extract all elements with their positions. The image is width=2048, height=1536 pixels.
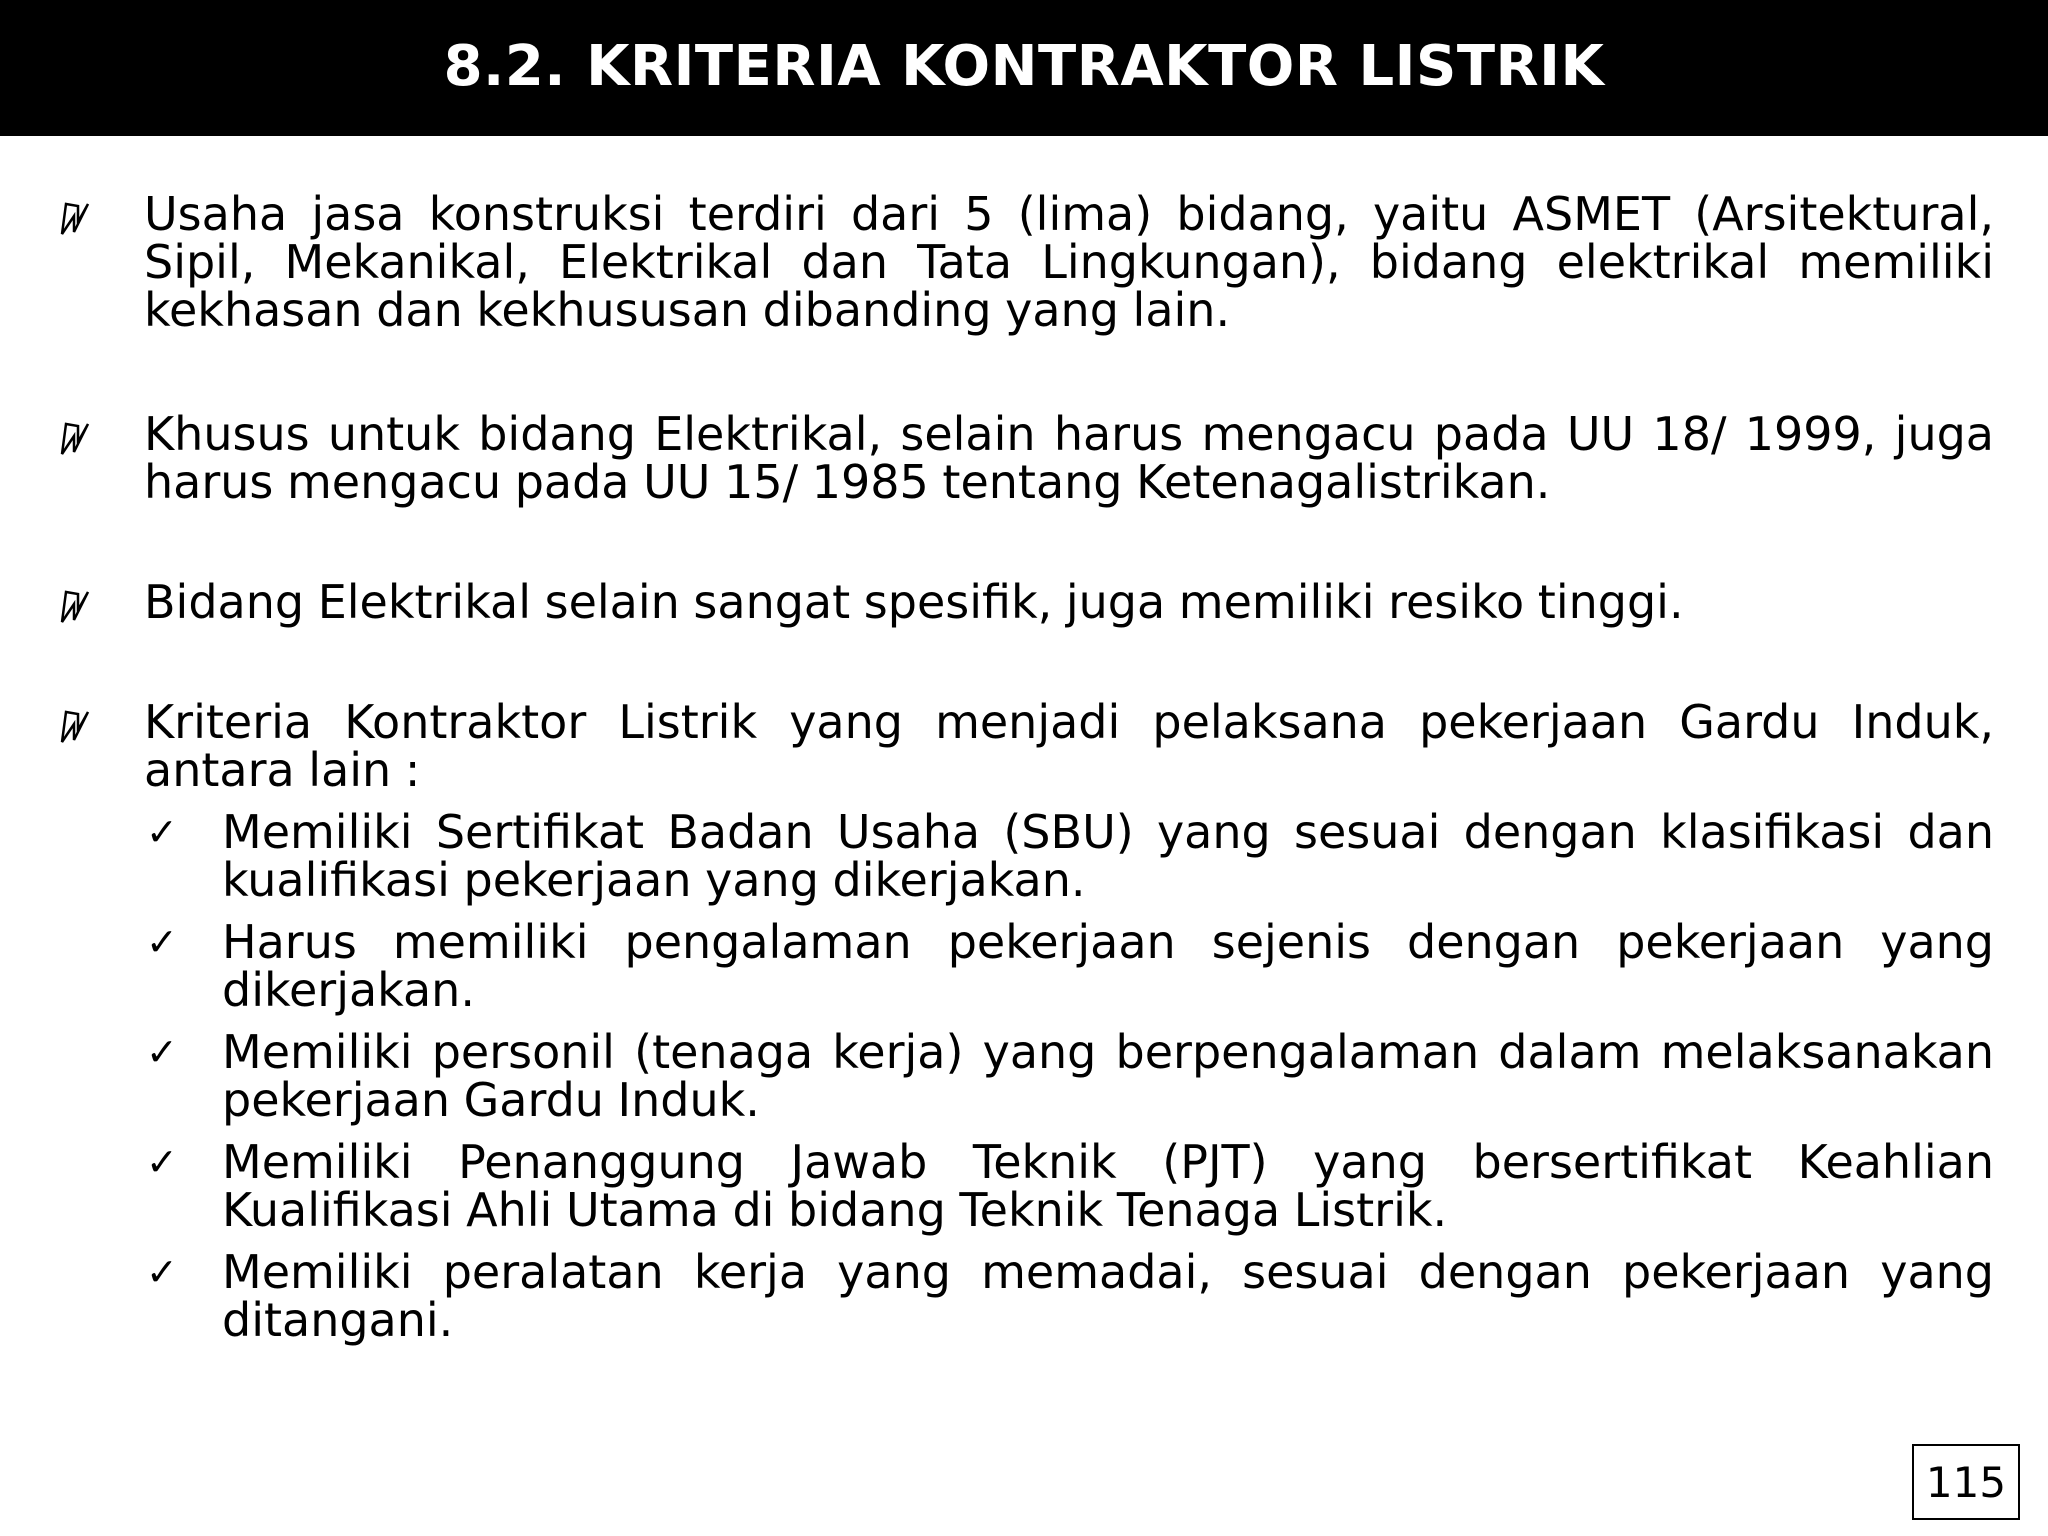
bullet-item (54, 575, 1994, 629)
bullet-item (54, 695, 1994, 797)
bullet-text: Khusus untuk bidang Elektrikal, selain harus mengacu pada UU 18/ 1999, juga harus mengacu pada UU 15/ 1985 tentang Ketenagalistrikan. (144, 407, 1994, 509)
criteria-item (144, 1025, 1994, 1127)
bullet-text: Bidang Elektrikal selain sangat spesifik, juga memiliki resiko tinggi. (144, 575, 1684, 629)
criteria-text: Memiliki personil (tenaga kerja) yang berpengalaman dalam melaksanakan pekerjaan Gardu Induk. (222, 1025, 1994, 1127)
lightning-bolt-icon (60, 422, 90, 456)
criteria-item (144, 915, 1994, 1017)
criteria-sublist (144, 805, 1994, 1347)
criteria-item (144, 805, 1994, 907)
bullet-item (54, 187, 1994, 337)
bullet-text: Usaha jasa konstruksi terdiri dari 5 (lima) bidang, yaitu ASMET (Arsitektural, Sipil, Mekanikal, Elektrikal dan Tata Lingkungan), bidang elektrikal memiliki kekhasan dan kekhususan dibanding yang lain. (144, 187, 1994, 337)
lightning-bolt-icon (60, 590, 90, 624)
checkmark-icon: ✓ (146, 810, 178, 854)
slide-title-bar (0, 0, 2048, 136)
checkmark-icon: ✓ (146, 1030, 178, 1074)
criteria-text: Harus memiliki pengalaman pekerjaan sejenis dengan pekerjaan yang dikerjakan. (222, 915, 1994, 1017)
criteria-text: Memiliki Penanggung Jawab Teknik (PJT) yang bersertifikat Keahlian Kualifikasi Ahli Utama di bidang Teknik Tenaga Listrik. (222, 1135, 1994, 1237)
criteria-text: Memiliki Sertifikat Badan Usaha (SBU) yang sesuai dengan klasifikasi dan kualifikasi pekerjaan yang dikerjakan. (222, 805, 1994, 907)
criteria-item (144, 1245, 1994, 1347)
slide-content (54, 187, 1994, 1347)
checkmark-icon: ✓ (146, 1140, 178, 1184)
checkmark-icon: ✓ (146, 1250, 178, 1294)
criteria-text: Memiliki peralatan kerja yang memadai, sesuai dengan pekerjaan yang ditangani. (222, 1245, 1994, 1347)
lightning-bolt-icon (60, 710, 90, 744)
page-number: 115 (1912, 1444, 2020, 1520)
checkmark-icon: ✓ (146, 920, 178, 964)
slide-title: 8.2. KRITERIA KONTRAKTOR LISTRIK (443, 33, 1605, 99)
lightning-bolt-icon (60, 202, 90, 236)
bullet-text: Kriteria Kontraktor Listrik yang menjadi pelaksana pekerjaan Gardu Induk, antara lain : (144, 695, 1994, 797)
criteria-item (144, 1135, 1994, 1237)
bullet-item (54, 407, 1994, 509)
